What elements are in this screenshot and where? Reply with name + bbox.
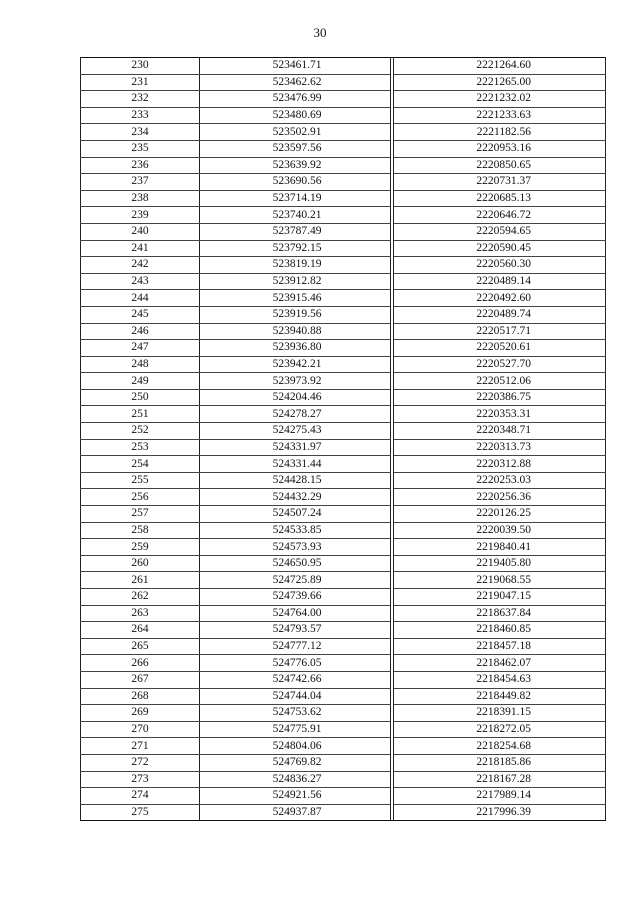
x-coordinate-cell	[200, 489, 391, 506]
table-row	[81, 671, 606, 688]
y-coordinate-cell: 2220353.31	[394, 406, 606, 423]
y-coordinate-cell: 2218167.28	[394, 771, 606, 788]
point-number-cell: 231	[81, 74, 200, 91]
table-row	[81, 655, 606, 672]
table-row	[81, 340, 606, 357]
point-number-cell: 252	[81, 423, 200, 440]
point-number-cell: 250	[81, 389, 200, 406]
point-number-cell: 242	[81, 257, 200, 274]
table-row	[81, 423, 606, 440]
x-coordinate-cell	[200, 456, 391, 473]
point-number-cell: 243	[81, 273, 200, 290]
table-row	[81, 638, 606, 655]
y-coordinate-cell: 2220560.30	[394, 257, 606, 274]
table-row	[81, 91, 606, 108]
y-coordinate-cell: 2220594.65	[394, 223, 606, 240]
x-coordinate-cell	[200, 190, 391, 207]
x-coordinate-value: 524776.05	[272, 656, 322, 669]
point-number-cell: 255	[81, 472, 200, 489]
point-number-cell: 263	[81, 605, 200, 622]
point-number-cell: 237	[81, 174, 200, 191]
point-number-cell: 270	[81, 721, 200, 738]
x-coordinate-cell	[200, 771, 391, 788]
x-coordinate-value: 523461.71	[272, 59, 322, 72]
y-coordinate-cell: 2220685.13	[394, 190, 606, 207]
table-row	[81, 389, 606, 406]
table-row	[81, 356, 606, 373]
x-coordinate-cell	[200, 655, 391, 672]
x-coordinate-cell	[200, 257, 391, 274]
x-coordinate-value: 524769.82	[272, 756, 322, 769]
table-row	[81, 257, 606, 274]
point-number-cell: 230	[81, 58, 200, 75]
table-row	[81, 721, 606, 738]
table-row	[81, 157, 606, 174]
table-row	[81, 373, 606, 390]
point-number-cell: 256	[81, 489, 200, 506]
point-number-cell: 233	[81, 107, 200, 124]
coordinates-table	[80, 57, 606, 821]
point-number-cell: 267	[81, 671, 200, 688]
table-row	[81, 489, 606, 506]
table-row	[81, 555, 606, 572]
point-number-cell: 262	[81, 589, 200, 606]
x-coordinate-cell	[200, 555, 391, 572]
y-coordinate-cell: 2220646.72	[394, 207, 606, 224]
table-row	[81, 223, 606, 240]
point-number-cell: 261	[81, 572, 200, 589]
x-coordinate-cell	[200, 223, 391, 240]
y-coordinate-cell: 2220850.65	[394, 157, 606, 174]
table-row	[81, 140, 606, 157]
y-coordinate-cell: 2220512.06	[394, 373, 606, 390]
x-coordinate-value: 524573.93	[272, 540, 322, 553]
table-row	[81, 622, 606, 639]
x-coordinate-value: 523819.19	[272, 258, 322, 271]
x-coordinate-value: 523942.21	[272, 357, 322, 370]
table-row	[81, 572, 606, 589]
x-coordinate-value: 523740.21	[272, 208, 322, 221]
point-number-cell: 260	[81, 555, 200, 572]
x-coordinate-value: 523792.15	[272, 241, 322, 254]
point-number-cell: 271	[81, 738, 200, 755]
x-coordinate-cell	[200, 738, 391, 755]
table-row	[81, 804, 606, 821]
x-coordinate-cell	[200, 638, 391, 655]
point-number-cell: 247	[81, 340, 200, 357]
x-coordinate-value: 523919.56	[272, 308, 322, 321]
x-coordinate-cell	[200, 589, 391, 606]
y-coordinate-cell: 2220386.75	[394, 389, 606, 406]
y-coordinate-cell: 2220953.16	[394, 140, 606, 157]
x-coordinate-cell	[200, 754, 391, 771]
x-coordinate-value: 523502.91	[272, 125, 322, 138]
x-coordinate-cell	[200, 522, 391, 539]
table-row	[81, 290, 606, 307]
point-number-cell: 240	[81, 223, 200, 240]
x-coordinate-cell	[200, 572, 391, 589]
x-coordinate-cell	[200, 58, 391, 75]
y-coordinate-cell: 2220731.37	[394, 174, 606, 191]
table-row	[81, 58, 606, 75]
table-row	[81, 124, 606, 141]
x-coordinate-cell	[200, 290, 391, 307]
x-coordinate-value: 523476.99	[272, 92, 322, 105]
x-coordinate-cell	[200, 306, 391, 323]
x-coordinate-value: 524725.89	[272, 573, 322, 586]
point-number-cell: 241	[81, 240, 200, 257]
point-number-cell: 239	[81, 207, 200, 224]
table-row	[81, 240, 606, 257]
table-row	[81, 273, 606, 290]
x-coordinate-value: 524507.24	[272, 507, 322, 520]
point-number-cell: 244	[81, 290, 200, 307]
x-coordinate-cell	[200, 705, 391, 722]
point-number-cell: 234	[81, 124, 200, 141]
point-number-cell: 264	[81, 622, 200, 639]
y-coordinate-cell: 2220348.71	[394, 423, 606, 440]
x-coordinate-value: 524650.95	[272, 557, 322, 570]
x-coordinate-value: 523915.46	[272, 291, 322, 304]
x-coordinate-value: 524744.04	[272, 689, 322, 702]
y-coordinate-cell: 2218254.68	[394, 738, 606, 755]
table-row	[81, 788, 606, 805]
x-coordinate-value: 524739.66	[272, 590, 322, 603]
x-coordinate-value: 523597.56	[272, 142, 322, 155]
y-coordinate-cell: 2220527.70	[394, 356, 606, 373]
x-coordinate-value: 524742.66	[272, 673, 322, 686]
point-number-cell: 253	[81, 439, 200, 456]
y-coordinate-cell: 2221233.63	[394, 107, 606, 124]
y-coordinate-cell: 2220126.25	[394, 506, 606, 523]
y-coordinate-cell: 2220492.60	[394, 290, 606, 307]
x-coordinate-cell	[200, 622, 391, 639]
x-coordinate-cell	[200, 174, 391, 191]
x-coordinate-cell	[200, 140, 391, 157]
x-coordinate-value: 524793.57	[272, 623, 322, 636]
y-coordinate-cell: 2220517.71	[394, 323, 606, 340]
point-number-cell: 235	[81, 140, 200, 157]
y-coordinate-cell: 2218462.07	[394, 655, 606, 672]
point-number-cell: 275	[81, 804, 200, 821]
x-coordinate-value: 524278.27	[272, 407, 322, 420]
x-coordinate-value: 523714.19	[272, 192, 322, 205]
table-row	[81, 306, 606, 323]
x-coordinate-cell	[200, 389, 391, 406]
table-row	[81, 738, 606, 755]
y-coordinate-cell: 2220489.74	[394, 306, 606, 323]
y-coordinate-cell: 2220489.14	[394, 273, 606, 290]
table-row	[81, 589, 606, 606]
x-coordinate-cell	[200, 423, 391, 440]
x-coordinate-value: 523690.56	[272, 175, 322, 188]
x-coordinate-value: 524331.44	[272, 457, 322, 470]
point-number-cell: 274	[81, 788, 200, 805]
x-coordinate-cell	[200, 356, 391, 373]
y-coordinate-cell: 2218391.15	[394, 705, 606, 722]
y-coordinate-cell: 2219068.55	[394, 572, 606, 589]
x-coordinate-cell	[200, 439, 391, 456]
table-row	[81, 605, 606, 622]
x-coordinate-cell	[200, 107, 391, 124]
y-coordinate-cell: 2217996.39	[394, 804, 606, 821]
point-number-cell: 273	[81, 771, 200, 788]
point-number-cell: 254	[81, 456, 200, 473]
table-row	[81, 107, 606, 124]
x-coordinate-value: 523973.92	[272, 374, 322, 387]
x-coordinate-value: 524204.46	[272, 391, 322, 404]
y-coordinate-cell: 2218637.84	[394, 605, 606, 622]
x-coordinate-value: 523940.88	[272, 324, 322, 337]
y-coordinate-cell: 2218454.63	[394, 671, 606, 688]
table-row	[81, 207, 606, 224]
y-coordinate-cell: 2221232.02	[394, 91, 606, 108]
coordinates-table-body	[81, 58, 606, 821]
x-coordinate-value: 524836.27	[272, 772, 322, 785]
x-coordinate-value: 523639.92	[272, 158, 322, 171]
x-coordinate-value: 524937.87	[272, 806, 322, 819]
point-number-cell: 251	[81, 406, 200, 423]
x-coordinate-cell	[200, 124, 391, 141]
y-coordinate-cell: 2221264.60	[394, 58, 606, 75]
x-coordinate-value: 524921.56	[272, 789, 322, 802]
x-coordinate-cell	[200, 539, 391, 556]
x-coordinate-cell	[200, 373, 391, 390]
x-coordinate-cell	[200, 472, 391, 489]
table-row	[81, 754, 606, 771]
x-coordinate-value: 523912.82	[272, 275, 322, 288]
x-coordinate-value: 524331.97	[272, 440, 322, 453]
table-row	[81, 456, 606, 473]
y-coordinate-cell: 2217989.14	[394, 788, 606, 805]
point-number-cell: 245	[81, 306, 200, 323]
point-number-cell: 265	[81, 638, 200, 655]
x-coordinate-cell	[200, 406, 391, 423]
table-row	[81, 472, 606, 489]
x-coordinate-value: 524753.62	[272, 706, 322, 719]
point-number-cell: 236	[81, 157, 200, 174]
y-coordinate-cell: 2221265.00	[394, 74, 606, 91]
x-coordinate-cell	[200, 323, 391, 340]
x-coordinate-value: 523480.69	[272, 109, 322, 122]
table-row	[81, 323, 606, 340]
y-coordinate-cell: 2218272.05	[394, 721, 606, 738]
x-coordinate-value: 524533.85	[272, 523, 322, 536]
x-coordinate-cell	[200, 240, 391, 257]
y-coordinate-cell: 2219840.41	[394, 539, 606, 556]
table-row	[81, 439, 606, 456]
point-number-cell: 257	[81, 506, 200, 523]
x-coordinate-cell	[200, 74, 391, 91]
y-coordinate-cell: 2220312.88	[394, 456, 606, 473]
x-coordinate-value: 523936.80	[272, 341, 322, 354]
x-coordinate-value: 524428.15	[272, 474, 322, 487]
x-coordinate-cell	[200, 721, 391, 738]
x-coordinate-cell	[200, 207, 391, 224]
table-row	[81, 539, 606, 556]
x-coordinate-value: 524777.12	[272, 640, 322, 653]
x-coordinate-value: 523462.62	[272, 75, 322, 88]
point-number-cell: 269	[81, 705, 200, 722]
y-coordinate-cell: 2220590.45	[394, 240, 606, 257]
point-number-cell: 259	[81, 539, 200, 556]
point-number-cell: 258	[81, 522, 200, 539]
table-row	[81, 506, 606, 523]
x-coordinate-value: 523787.49	[272, 225, 322, 238]
table-row	[81, 406, 606, 423]
x-coordinate-cell	[200, 804, 391, 821]
point-number-cell: 272	[81, 754, 200, 771]
point-number-cell: 248	[81, 356, 200, 373]
x-coordinate-cell	[200, 340, 391, 357]
x-coordinate-cell	[200, 605, 391, 622]
y-coordinate-cell: 2220039.50	[394, 522, 606, 539]
x-coordinate-value: 524764.00	[272, 606, 322, 619]
table-row	[81, 522, 606, 539]
x-coordinate-value: 524804.06	[272, 739, 322, 752]
table-row	[81, 174, 606, 191]
x-coordinate-value: 524275.43	[272, 424, 322, 437]
point-number-cell: 268	[81, 688, 200, 705]
x-coordinate-cell	[200, 788, 391, 805]
point-number-cell: 249	[81, 373, 200, 390]
point-number-cell: 232	[81, 91, 200, 108]
y-coordinate-cell: 2219405.80	[394, 555, 606, 572]
x-coordinate-value: 524775.91	[272, 723, 322, 736]
table-row	[81, 705, 606, 722]
page-number: 30	[313, 25, 327, 40]
x-coordinate-cell	[200, 91, 391, 108]
table-row	[81, 74, 606, 91]
y-coordinate-cell: 2218185.86	[394, 754, 606, 771]
table-row	[81, 688, 606, 705]
y-coordinate-cell: 2221182.56	[394, 124, 606, 141]
point-number-cell: 266	[81, 655, 200, 672]
table-row	[81, 190, 606, 207]
x-coordinate-cell	[200, 506, 391, 523]
x-coordinate-cell	[200, 671, 391, 688]
y-coordinate-cell: 2219047.15	[394, 589, 606, 606]
y-coordinate-cell: 2218460.85	[394, 622, 606, 639]
y-coordinate-cell: 2218449.82	[394, 688, 606, 705]
point-number-cell: 238	[81, 190, 200, 207]
table-row	[81, 771, 606, 788]
y-coordinate-cell: 2220313.73	[394, 439, 606, 456]
x-coordinate-value: 524432.29	[272, 490, 322, 503]
y-coordinate-cell: 2218457.18	[394, 638, 606, 655]
x-coordinate-cell	[200, 688, 391, 705]
point-number-cell: 246	[81, 323, 200, 340]
x-coordinate-cell	[200, 157, 391, 174]
y-coordinate-cell: 2220253.03	[394, 472, 606, 489]
y-coordinate-cell: 2220520.61	[394, 340, 606, 357]
x-coordinate-cell	[200, 273, 391, 290]
y-coordinate-cell: 2220256.36	[394, 489, 606, 506]
